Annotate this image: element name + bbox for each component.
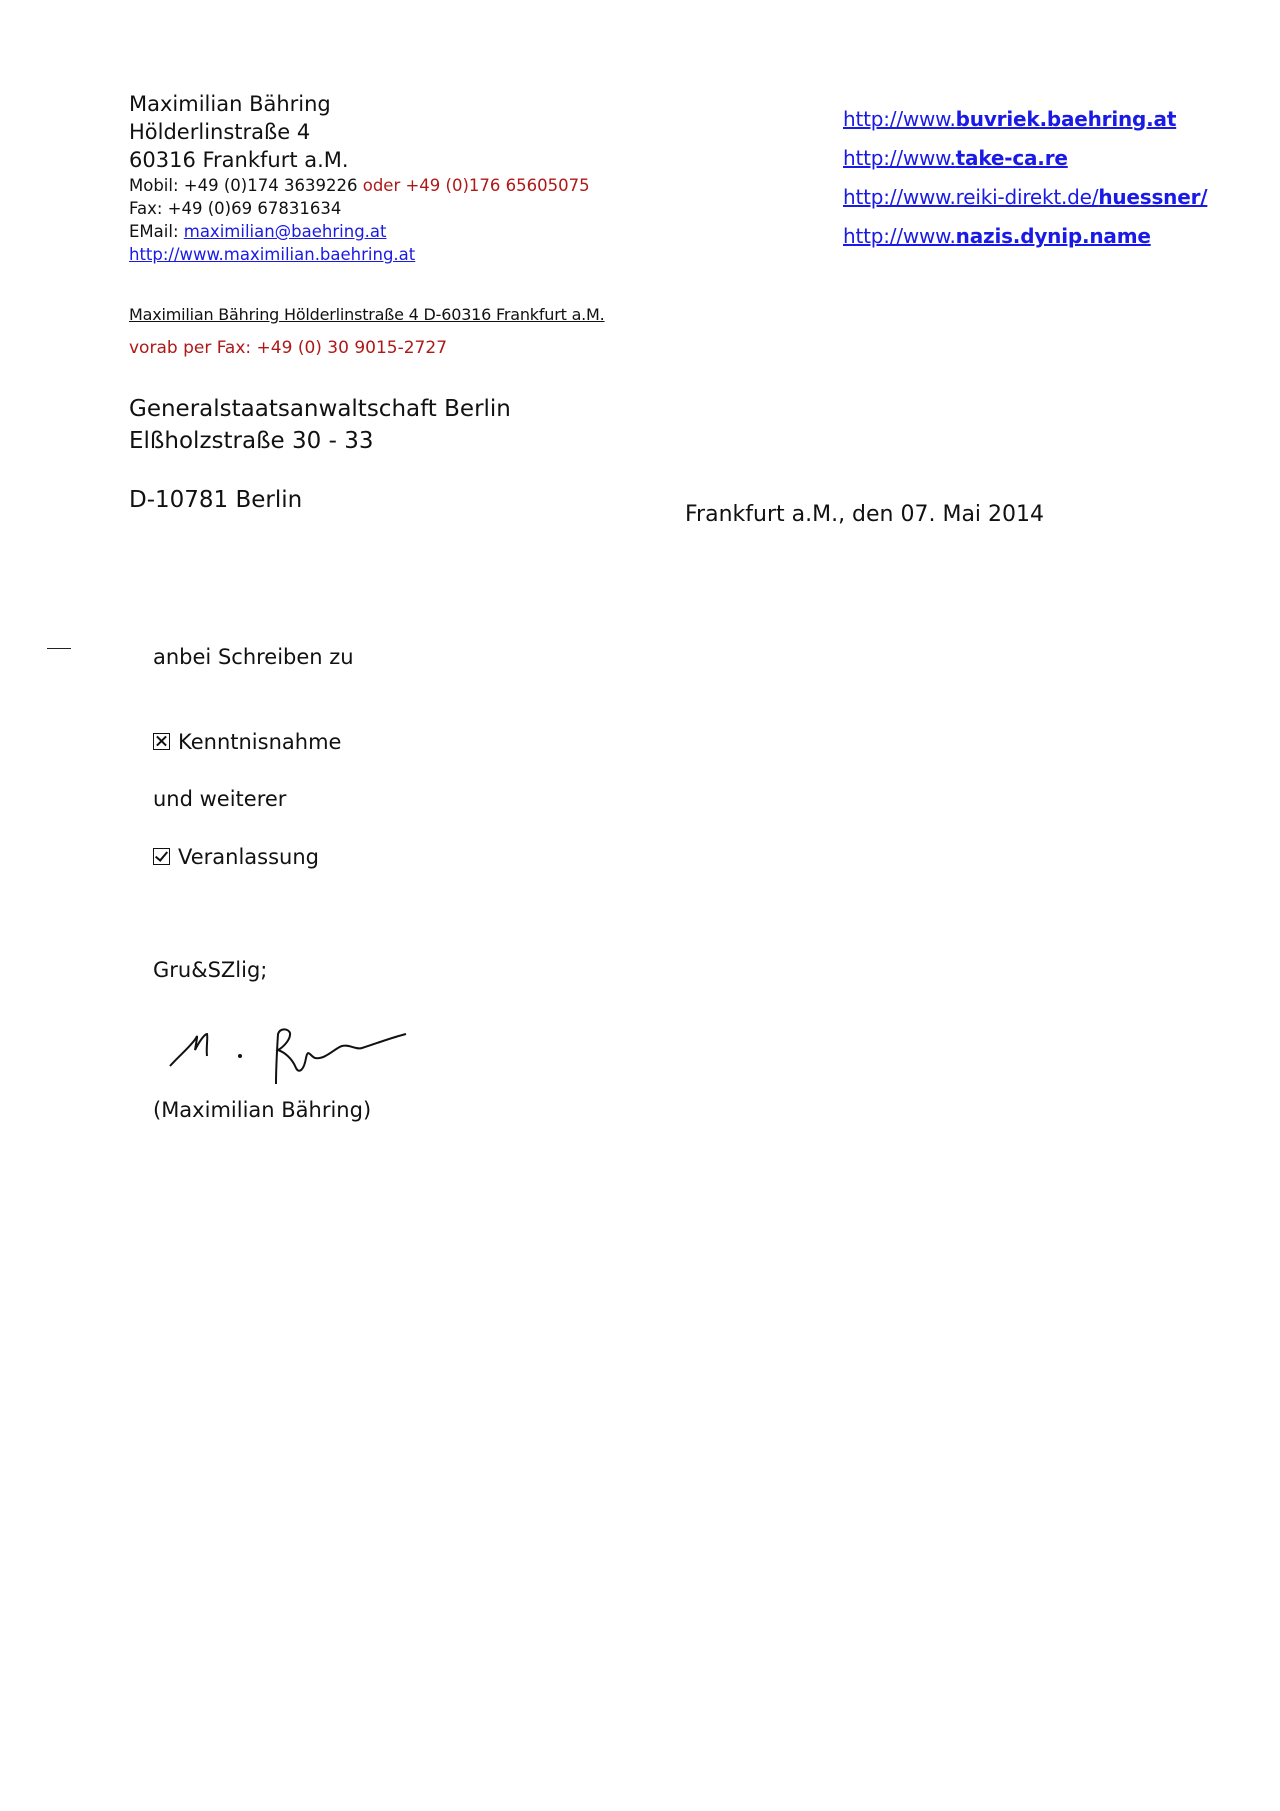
option-2-label: Veranlassung (178, 845, 320, 869)
link-nazis-dynip[interactable]: http://www.nazis.dynip.name (843, 224, 1151, 248)
link-take-care[interactable]: http://www.take-ca.re (843, 146, 1068, 170)
email-label: EMail: (129, 222, 179, 241)
return-address: Maximilian Bähring Hölderlinstraße 4 D-60316 Frankfurt a.M. (129, 305, 605, 324)
fax-number: +49 (0)69 67831634 (167, 199, 342, 218)
sender-name: Maximilian Bähring (129, 92, 331, 116)
email-link[interactable]: maximilian@baehring.at (183, 222, 387, 241)
fax-label: Fax: (129, 199, 163, 218)
recipient-name: Generalstaatsanwaltschaft Berlin (129, 396, 511, 422)
website-link[interactable]: http://www.maximilian.baehring.at (129, 245, 416, 264)
sender-street: Hölderlinstraße 4 (129, 120, 311, 144)
signature-image (150, 1000, 420, 1090)
link-buvriek[interactable]: http://www.buvriek.baehring.at (843, 107, 1177, 131)
option-veranlassung (153, 845, 319, 869)
fax-advance-line (129, 338, 447, 358)
mobile-label: Mobil: (129, 176, 179, 195)
recipient-street: Elßholzstraße 30 - 33 (129, 428, 374, 454)
greeting: Gru&SZlig; (153, 958, 268, 982)
date-line: Frankfurt a.M., den 07. Mai 2014 (685, 502, 1045, 527)
fax-advance-label: vorab per Fax: (129, 338, 252, 358)
link-list (843, 100, 1207, 256)
sender-city: 60316 Frankfurt a.M. (129, 148, 349, 172)
closing-name: (Maximilian Bähring) (153, 1098, 372, 1122)
link-reiki-direkt[interactable]: http://www.reiki-direkt.de/huessner/ (843, 185, 1208, 209)
mobile-number-1: +49 (0)174 3639226 (183, 176, 358, 195)
body-intro: anbei Schreiben zu (153, 645, 354, 669)
option-1-label: Kenntnisnahme (178, 730, 342, 754)
checkbox-x-icon[interactable] (153, 733, 170, 750)
option-kenntnisnahme (153, 730, 341, 754)
sender-website-line (129, 243, 590, 266)
mobile-number-2: +49 (0)176 65605075 (405, 176, 590, 195)
fax-advance-number: +49 (0) 30 9015-2727 (256, 338, 448, 358)
sender-email-line (129, 220, 590, 243)
recipient-city: D-10781 Berlin (129, 487, 303, 513)
recipient-block (129, 393, 511, 457)
mobile-or: oder (362, 176, 401, 195)
body-middle: und weiterer (153, 787, 287, 811)
fold-mark (47, 648, 71, 649)
sender-block (129, 90, 590, 266)
checkbox-check-icon[interactable] (153, 848, 170, 865)
sender-mobile-line (129, 174, 590, 197)
sender-fax-line (129, 197, 590, 220)
